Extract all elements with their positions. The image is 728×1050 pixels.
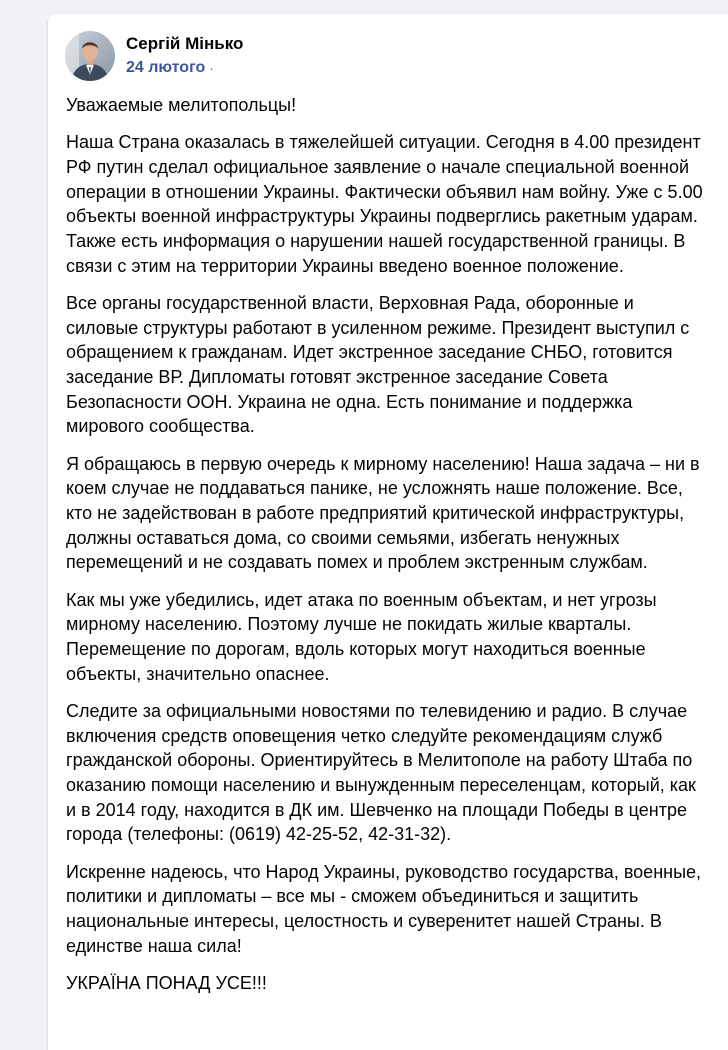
- author-name-link[interactable]: Сергій Мінько: [126, 34, 244, 53]
- post-meta-row: [126, 58, 243, 78]
- post-paragraph-closing: УКРАЇНА ПОНАД УСЕ!!!: [66, 973, 267, 993]
- person-avatar-icon: [65, 31, 115, 81]
- post-paragraph: Я обращаюсь в первую очередь к мирному населению! Наша задача – ни в коем случае не поддаваться панике, не усложнять наше положение. Все, кто не задействован в работе предприятий критической инфраструктуры, должны оставаться дома, со своими семьями, избегать ненужных перемещений и не создавать помех и проблем экстренным службам.: [66, 453, 700, 573]
- post-paragraph: Все органы государственной власти, Верховная Рада, оборонные и силовые структуры работают в усиленном режиме. Президент выступил с обращением к гражданам. Идет экстренное заседание СНБО, готовится заседание ВР. Дипломаты готовят экстренное заседание Совета Безопасности ООН. Украина не одна. Есть понимание и поддержка мирового сообщества.: [66, 292, 690, 437]
- post-paragraph: Искренне надеюсь, что Народ Украины, руководство государства, военные, политики и дипломаты – все мы - сможем объединиться и защитить национальные интересы, целостность и суверенитет нашей Страны. В единстве наша сила!: [66, 861, 702, 956]
- post-paragraph: Следите за официальными новостями по телевидению и радио. В случае включения средств оповещения четко следуйте рекомендациям служб гражданской обороны. Ориентируйтесь в Мелитополе на работу Штаба по оказанию помощи населению и вынужденным переселенцам, который, как и в 2014 году, находится в ДК им. Шевченко на площади Победы в центре города (телефоны: (0619) 42-25-52, 42-31-32).: [66, 700, 696, 845]
- author-avatar[interactable]: [65, 31, 115, 81]
- post-date-link[interactable]: 24 лютого: [126, 59, 206, 76]
- post-paragraph: Наша Страна оказалась в тяжелейшей ситуации. Сегодня в 4.00 президент РФ путин сделал официальное заявление о начале специальной военной операции в отношении Украины. Фактически объявил нам войну. Уже с 5.00 объекты военной инфраструктуры Украины подверглись ракетным ударам. Также есть информация о нарушении нашей государственной границы. В связи с этим на территории Украины введено военное положение.: [66, 132, 703, 276]
- post-text: [66, 93, 706, 1008]
- post-header: [65, 31, 243, 81]
- author-block: [126, 31, 243, 78]
- facebook-post-card: [48, 14, 728, 1050]
- post-paragraph: Как мы уже убедились, идет атака по военным объектам, и нет угрозы мирному населению. Поэтому лучше не покидать жилые кварталы. Перемещение по дорогам, вдоль которых могут находиться военные объекты, значительно опаснее.: [66, 589, 657, 684]
- meta-separator-dot: ·: [209, 60, 214, 76]
- post-paragraph-greeting: Уважаемые мелитопольцы!: [66, 95, 297, 115]
